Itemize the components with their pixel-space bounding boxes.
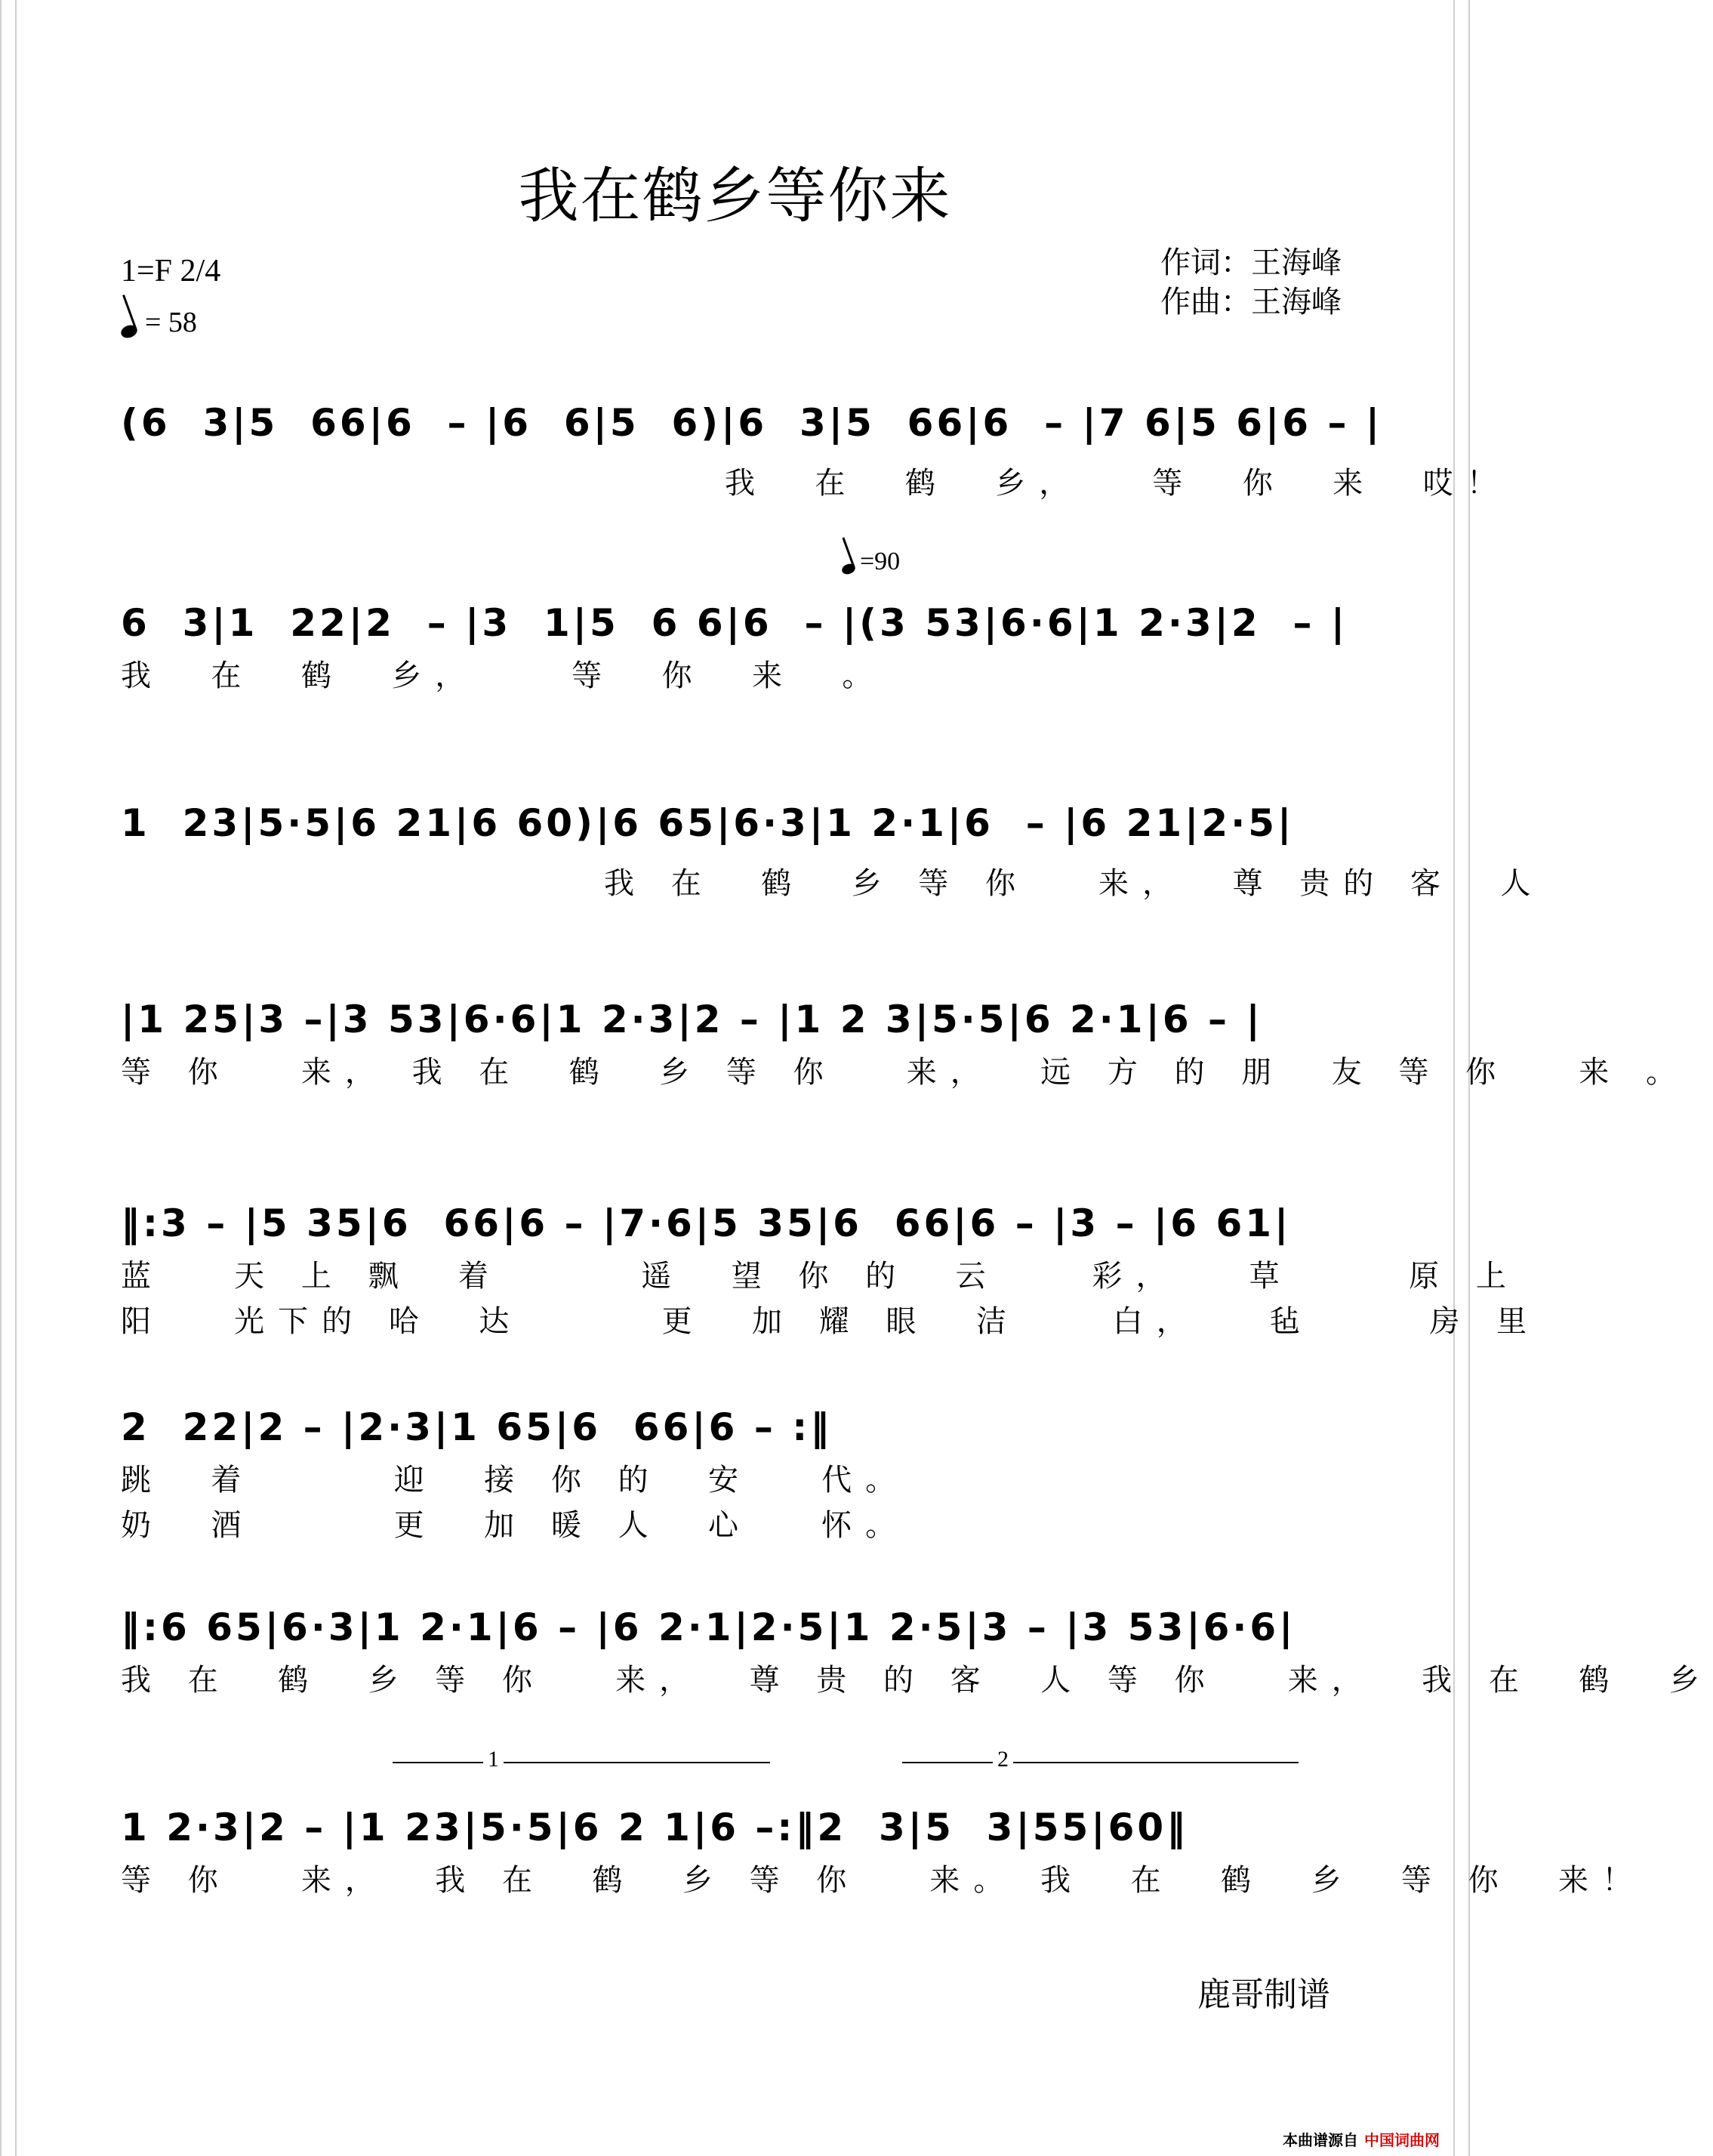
lyrics-verse-2: 奶 酒 更 加 暖 人 心 怀。 xyxy=(121,1508,910,1543)
tempo-change-value: =90 xyxy=(860,547,901,575)
composer: 作曲：王海峰 xyxy=(1160,285,1342,319)
key-signature: 1=F 2/4 xyxy=(121,254,221,288)
notes: 1 2·3|2 – |1 23|5·5|6 2 1|6 –:‖2 3|5 3|55|60‖ xyxy=(121,1806,1189,1849)
notes: ‖:6 65|6·3|1 2·1|6 – |6 2·1|2·5|1 2·5|3 – |3 53|6·6| xyxy=(121,1605,1296,1649)
volta-2-label: 2 xyxy=(993,1747,1013,1772)
credits xyxy=(1160,243,1342,322)
score-maker: 鹿哥制谱 xyxy=(1197,1976,1330,2014)
score-row-2 xyxy=(121,593,1348,744)
lyricist: 作词：王海峰 xyxy=(1160,245,1342,280)
source-label: 本曲谱源自 xyxy=(1283,2131,1358,2149)
notes: 6 3|1 22|2 – |3 1|5 6 6|6 – |(3 53|6·6|1 2·3|2 – | xyxy=(121,601,1348,645)
lyrics: 我 在 鹤 乡， 等 你 来 。 xyxy=(121,659,886,693)
notes: 1 23|5·5|6 21|6 60)|6 65|6·3|1 2·1|6 – |6 21|2·5| xyxy=(121,801,1295,845)
lyrics-verse-2: 阳 光下的 哈 达 更 加 耀 眼 洁 白， 毡 房 里 xyxy=(121,1304,1541,1339)
song-title: 我在鹤乡等你来 xyxy=(518,161,952,231)
left-border xyxy=(0,0,17,2156)
source-footer xyxy=(1283,2128,1440,2150)
score-row-5 xyxy=(121,1193,1541,1344)
score-row-6 xyxy=(121,1397,1344,1548)
tempo-initial xyxy=(121,306,197,339)
lyrics: 等 你 来， 我 在 鹤 乡 等 你 来， 远 方 的 朋 友 等 你 来 。 xyxy=(121,1055,1690,1090)
lyrics-verse-1: 跳 着 迎 接 你 的 安 代。 xyxy=(121,1463,910,1497)
tempo-initial-value: = 58 xyxy=(145,307,197,338)
notes: ‖:3 – |5 35|6 66|6 – |7·6|5 35|6 66|6 – |3 – |6 61| xyxy=(121,1201,1292,1245)
score-row-8 xyxy=(121,1797,1647,1903)
score-row-7 xyxy=(121,1597,1713,1703)
lyrics: 等 你 来， 我 在 鹤 乡 等 你 来。 我 在 鹤 乡 等 你 来！ xyxy=(121,1863,1647,1898)
lyrics-verse-1: 蓝 天 上 飘 着 遥 望 你 的 云 彩， 草 原 上 xyxy=(121,1259,1520,1294)
notes: |1 25|3 –|3 53|6·6|1 2·3|2 – |1 2 3|5·5|6 2·1|6 – | xyxy=(121,998,1263,1041)
volta-1 xyxy=(393,1747,770,1778)
quarter-note-icon xyxy=(840,562,856,575)
volta-1-label: 1 xyxy=(483,1747,504,1772)
notes: (6 3|5 66|6 – |6 6|5 6)|6 3|5 66|6 – |7 6|5 6|6 – | xyxy=(121,401,1383,445)
tempo-change xyxy=(842,547,900,576)
source-site-link[interactable]: 中国词曲网 xyxy=(1364,2131,1440,2149)
score-row-4 xyxy=(121,989,1690,1095)
lyrics-right: 我 在 鹤 乡 等 你 来， 尊 贵的 客 人 xyxy=(604,866,1545,901)
lyrics: 我 在 鹤 乡 等 你 来， 尊 贵 的 客 人 等 你 来， 我 在 鹤 乡 xyxy=(121,1663,1713,1698)
notes: 2 22|2 – |2·3|1 65|6 66|6 – :‖ xyxy=(121,1405,833,1449)
score-row-1 xyxy=(121,393,1511,501)
lyrics-2 xyxy=(121,699,1344,744)
volta-2 xyxy=(902,1747,1299,1778)
quarter-note-icon xyxy=(119,323,139,341)
lyrics-right: 我 在 鹤 乡， 等 你 来 哎！ xyxy=(725,466,1511,501)
score-row-3 xyxy=(121,793,1545,901)
